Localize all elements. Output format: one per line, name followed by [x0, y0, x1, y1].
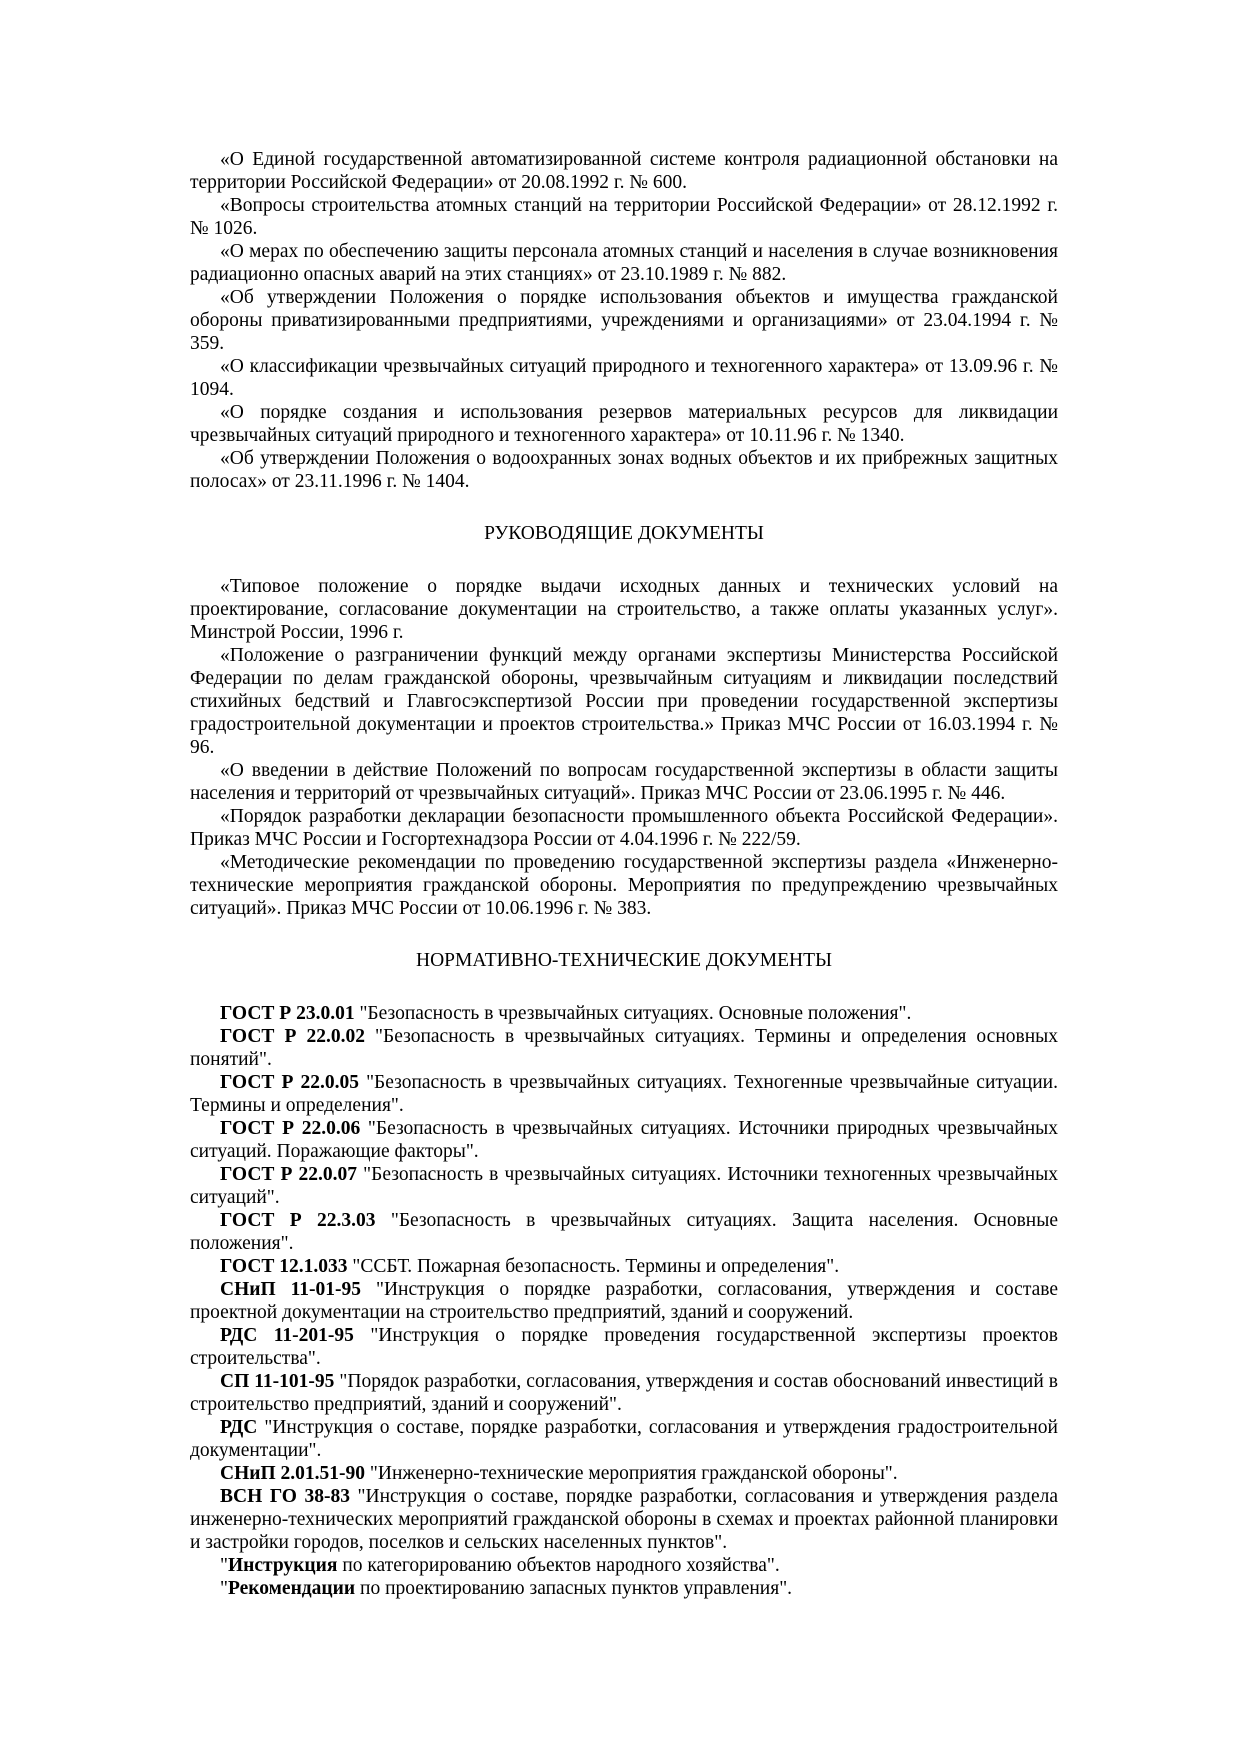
decree-paragraph: «Вопросы строительства атомных станций на территории Российской Федерации» от 28.12.1992 г. № 1026. [190, 195, 1058, 239]
normative-prefix: " [220, 1578, 228, 1599]
normative-code: ГОСТ Р 22.0.05 [220, 1072, 359, 1093]
normative-title: "Безопасность в чрезвычайных ситуациях. Термины и определения основных понятий". [190, 1026, 1059, 1070]
normative-document-paragraph [190, 1554, 1058, 1577]
normative-code: ГОСТ Р 22.0.07 [220, 1164, 358, 1185]
decree-paragraph: «О классификации чрезвычайных ситуаций природного и техногенного характера» от 13.09.96 г. № 1094. [190, 356, 1058, 400]
decree-paragraph: «Об утверждении Положения о водоохранных зонах водных объектов и их прибрежных защитных полосах» от 23.11.1996 г. № 1404. [190, 448, 1058, 492]
decree-paragraph: «О мерах по обеспечению защиты персонала атомных станций и населения в случае возникновения радиационно опасных аварий на этих станциях» от 23.10.1989 г. № 882. [190, 241, 1058, 285]
normative-document-paragraph [190, 1324, 1058, 1370]
normative-document-paragraph [190, 1278, 1058, 1324]
document-page [190, 148, 1058, 1600]
normative-document-paragraph [190, 1485, 1058, 1554]
guiding-documents-heading: РУКОВОДЯЩИЕ ДОКУМЕНТЫ [484, 523, 764, 544]
normative-code: ВСН ГО 38-83 [220, 1486, 350, 1507]
normative-code: СП 11-101-95 [220, 1371, 335, 1392]
normative-prefix: " [220, 1555, 228, 1576]
normative-title: "Порядок разработки, согласования, утверждения и состав обоснований инвестиций в строительство предприятий, зданий и сооружений". [190, 1371, 1058, 1415]
normative-code: ГОСТ Р 22.0.02 [220, 1026, 365, 1047]
normative-code: ГОСТ Р 22.3.03 [220, 1210, 376, 1231]
normative-document-paragraph [190, 1462, 1058, 1485]
normative-code: ГОСТ Р 22.0.06 [220, 1118, 361, 1139]
normative-code: Рекомендации [227, 1578, 356, 1599]
normative-document-paragraph [190, 1163, 1058, 1209]
normative-title: "Безопасность в чрезвычайных ситуациях. Источники техногенных чрезвычайных ситуаций". [190, 1164, 1059, 1208]
normative-title: "Инструкция о составе, порядке разработки, согласования и утверждения градостроительной документации". [190, 1417, 1058, 1461]
normative-title: "Инструкция о порядке проведения государственной экспертизы проектов строительства". [190, 1325, 1058, 1369]
normative-code: ГОСТ 12.1.033 [220, 1256, 348, 1277]
normative-title: "Инструкция о составе, порядке разработки, согласования и утверждения раздела инженерно-технических мероприятий гражданской обороны в схемах и проектах районной планировки и застройки городов, поселков и сельских населенных пунктов". [190, 1486, 1058, 1553]
decree-paragraph: «Об утверждении Положения о порядке использования объектов и имущества гражданской обороны приватизированными предприятиями, учреждениями и организациями» от 23.04.1994 г. № 359. [190, 287, 1058, 354]
normative-code: РДС [220, 1417, 258, 1438]
normative-code: СНиП 11-01-95 [220, 1279, 362, 1300]
normative-title: "Инструкция о порядке разработки, согласования, утверждения и составе проектной документации на строительство предприятий, зданий и сооружений. [190, 1279, 1058, 1323]
normative-document-paragraph [190, 1255, 1058, 1278]
decree-paragraph: «О Единой государственной автоматизированной системе контроля радиационной обстановки на территории Российской Федерации» от 20.08.1992 г. № 600. [190, 149, 1058, 193]
normative-title: "Безопасность в чрезвычайных ситуациях. Техногенные чрезвычайные ситуации. Термины и определения". [190, 1072, 1058, 1116]
normative-title: "Инженерно-технические мероприятия гражданской обороны". [365, 1463, 898, 1484]
normative-title: "Безопасность в чрезвычайных ситуациях. Защита населения. Основные положения". [190, 1210, 1058, 1254]
normative-title: "Безопасность в чрезвычайных ситуациях. Источники природных чрезвычайных ситуаций. Поражающие факторы". [190, 1118, 1059, 1162]
normative-code: РДС 11-201-95 [220, 1325, 354, 1346]
normative-code: ГОСТ Р 23.0.01 [220, 1003, 355, 1024]
normative-document-paragraph [190, 1002, 1058, 1025]
guiding-document-paragraph: «Положение о разграничении функций между органами экспертизы Министерства Российской Федерации по делам гражданской обороны, чрезвычайным ситуациям и ликвидации последствий стихийных бедствий и Главгосэкспертизой России при проведении государственной экспертизы градостроительной документации и проектов строительства.» Приказ МЧС России от 16.03.1994 г. № 96. [190, 645, 1058, 758]
decree-paragraph: «О порядке создания и использования резервов материальных ресурсов для ликвидации чрезвычайных ситуаций природного и техногенного характера» от 10.11.96 г. № 1340. [190, 402, 1058, 446]
guiding-document-paragraph: «О введении в действие Положений по вопросам государственной экспертизы в области защиты населения и территорий от чрезвычайных ситуаций». Приказ МЧС России от 23.06.1995 г. № 446. [190, 760, 1058, 804]
normative-document-paragraph [190, 1416, 1058, 1462]
guiding-document-paragraph: «Типовое положение о порядке выдачи исходных данных и технических условий на проектирование, согласование документации на строительство, а также оплаты указанных услуг». Минстрой России, 1996 г. [190, 576, 1058, 643]
normative-document-paragraph [190, 1209, 1058, 1255]
normative-title: "Безопасность в чрезвычайных ситуациях. Основные положения". [354, 1003, 912, 1024]
normative-document-paragraph [190, 1117, 1058, 1163]
guiding-document-paragraph: «Порядок разработки декларации безопасности промышленного объекта Российской Федерации». Приказ МЧС России и Госгортехнадзора России от 4.04.1996 г. № 222/59. [190, 806, 1058, 850]
normative-document-paragraph [190, 1071, 1058, 1117]
normative-title: по проектированию запасных пунктов управления". [355, 1578, 793, 1599]
guiding-document-paragraph: «Методические рекомендации по проведению государственной экспертизы раздела «Инженерно-технические мероприятия гражданской обороны. Мероприятия по предупреждению чрезвычайных ситуаций». Приказ МЧС России от 10.06.1996 г. № 383. [190, 852, 1058, 919]
normative-document-paragraph [190, 1577, 1058, 1600]
normative-code: СНиП 2.01.51-90 [220, 1463, 366, 1484]
normative-document-paragraph [190, 1370, 1058, 1416]
normative-document-paragraph [190, 1025, 1058, 1071]
normative-title: по категорированию объектов народного хозяйства". [337, 1555, 780, 1576]
normative-documents-heading: НОРМАТИВНО-ТЕХНИЧЕСКИЕ ДОКУМЕНТЫ [416, 950, 832, 971]
normative-title: "ССБТ. Пожарная безопасность. Термины и определения". [347, 1256, 840, 1277]
normative-code: Инструкция [227, 1555, 338, 1576]
